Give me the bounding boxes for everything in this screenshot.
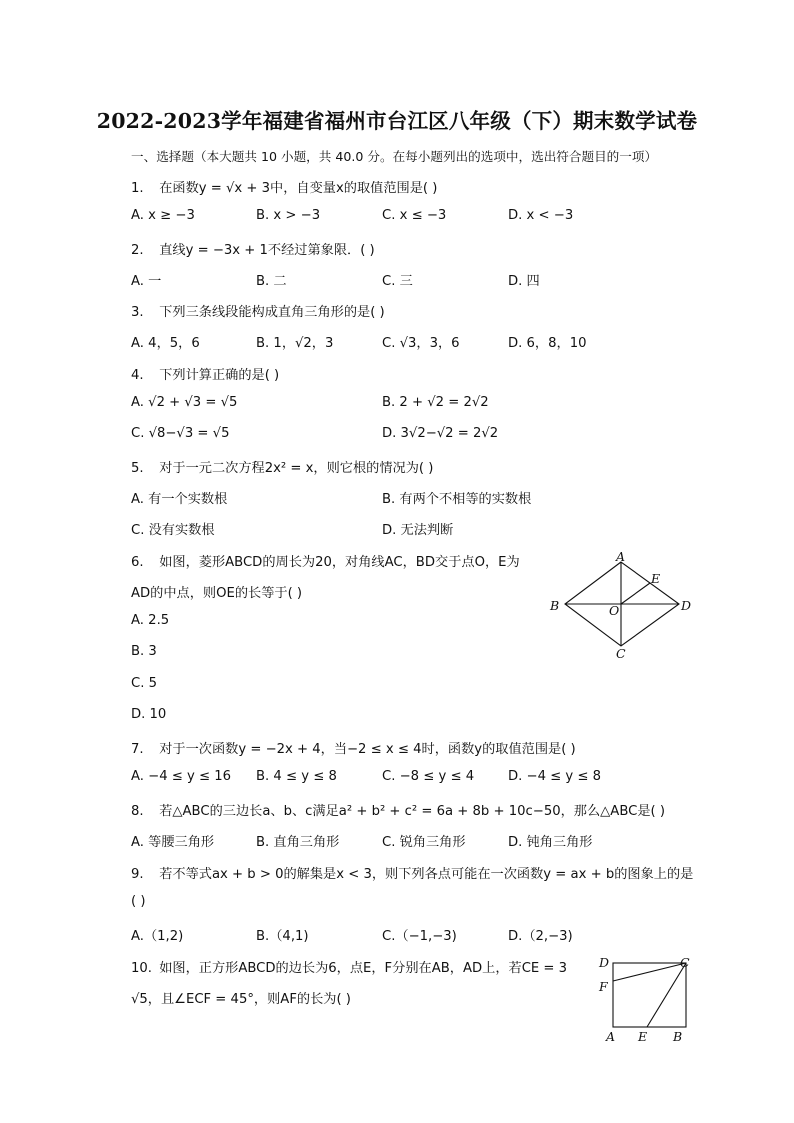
square-figure — [592, 950, 702, 1050]
label-a: A — [606, 1029, 616, 1044]
label-d: D — [599, 955, 610, 970]
label-d: D — [681, 598, 692, 613]
q8-option-a: A. 等腰三角形 — [131, 835, 215, 850]
question-8 — [131, 800, 711, 819]
q5-option-d: D. 无法判断 — [382, 523, 454, 538]
q2-option-d: D. 四 — [508, 274, 540, 289]
question-number: 2. — [131, 243, 144, 258]
exam-title: 2022-2023学年福建省福州市台江区八年级（下）期末数学试卷 — [96, 109, 698, 133]
segment-ce — [647, 963, 686, 1027]
label-c: C — [616, 646, 626, 661]
label-e: E — [638, 1029, 648, 1044]
label-e: E — [651, 571, 661, 586]
q9-option-b: B.（4,1) — [256, 929, 309, 944]
q2-option-a: A. 一 — [131, 274, 162, 289]
q7-option-a: A. −4 ≤ y ≤ 16 — [131, 769, 232, 784]
q2-option-b: B. 二 — [256, 274, 287, 289]
q4-option-b: B. 2 + √2 = 2√2 — [382, 395, 489, 410]
question-10-continued: √5，且∠ECF = 45°，则AF的长为( ) — [131, 992, 351, 1007]
question-2 — [131, 239, 711, 258]
question-number: 1. — [131, 181, 144, 196]
q3-option-d: D. 6，8，10 — [508, 336, 587, 351]
q5-option-c: C. 没有实数根 — [131, 523, 215, 538]
question-3 — [131, 301, 711, 320]
q4-option-d: D. 3√2−√2 = 2√2 — [382, 426, 499, 441]
question-5 — [131, 457, 711, 476]
label-c: C — [680, 955, 690, 970]
question-1 — [131, 177, 711, 196]
question-number: 5. — [131, 461, 144, 476]
q1-option-d: D. x < −3 — [508, 208, 574, 223]
question-9-continued: ( ) — [131, 894, 146, 909]
rhombus-figure — [545, 549, 705, 662]
label-o: O — [609, 603, 620, 618]
q4-option-a: A. √2 + √3 = √5 — [131, 395, 238, 410]
question-number: 9. — [131, 867, 144, 882]
question-number: 4. — [131, 368, 144, 383]
question-number: 10. — [131, 961, 152, 976]
question-number: 7. — [131, 742, 144, 757]
question-9 — [131, 863, 711, 882]
question-10 — [131, 957, 581, 976]
question-stem: 对于一元二次方程2x² = x，则它根的情况为( ) — [159, 461, 434, 476]
q3-option-c: C. √3，3，6 — [382, 336, 460, 351]
segment-cf — [613, 963, 686, 981]
q8-option-b: B. 直角三角形 — [256, 835, 340, 850]
q5-option-b: B. 有两个不相等的实数根 — [382, 492, 532, 507]
q1-option-c: C. x ≤ −3 — [382, 208, 447, 223]
q1-option-a: A. x ≥ −3 — [131, 208, 195, 223]
q7-option-d: D. −4 ≤ y ≤ 8 — [508, 769, 602, 784]
section-heading: 一、选择题（本大题共 10 小题，共 40.0 分。在每小题列出的选项中，选出符合题目的一项） — [131, 149, 658, 164]
question-stem: 下列三条线段能构成直角三角形的是( ) — [159, 305, 385, 320]
q2-option-c: C. 三 — [382, 274, 413, 289]
question-stem: 如图，菱形ABCD的周长为20，对角线AC，BD交于点O，E为 — [159, 555, 520, 570]
question-number: 3. — [131, 305, 144, 320]
q5-option-a: A. 有一个实数根 — [131, 492, 228, 507]
question-stem: 对于一次函数y = −2x + 4，当−2 ≤ x ≤ 4时，函数y的取值范围是( ) — [159, 742, 576, 757]
q4-option-c: C. √8−√3 = √5 — [131, 426, 230, 441]
question-stem: 如图，正方形ABCD的边长为6，点E，F分别在AB，AD上，若CE = 3 — [159, 961, 568, 976]
q6-option-b: B. 3 — [131, 644, 157, 659]
question-6-continued: AD的中点，则OE的长等于( ) — [131, 586, 303, 601]
q8-option-c: C. 锐角三角形 — [382, 835, 466, 850]
question-4 — [131, 364, 711, 383]
question-7 — [131, 738, 711, 757]
q6-option-d: D. 10 — [131, 707, 167, 722]
label-b: B — [673, 1029, 683, 1044]
question-stem: 在函数y = √x + 3中，自变量x的取值范围是( ) — [159, 181, 438, 196]
q8-option-d: D. 钝角三角形 — [508, 835, 593, 850]
question-stem: 直线y = −3x + 1不经过第象限．( ) — [159, 243, 375, 258]
q3-option-a: A. 4，5，6 — [131, 336, 200, 351]
label-a: A — [616, 549, 626, 564]
square-outline — [613, 963, 686, 1027]
q1-option-b: B. x > −3 — [256, 208, 321, 223]
segment-oe — [621, 583, 650, 604]
q3-option-b: B. 1，√2，3 — [256, 336, 334, 351]
q6-option-c: C. 5 — [131, 676, 157, 691]
question-number: 6. — [131, 555, 144, 570]
q9-option-c: C.（−1,−3) — [382, 929, 457, 944]
q7-option-b: B. 4 ≤ y ≤ 8 — [256, 769, 337, 784]
question-number: 8. — [131, 804, 144, 819]
question-stem: 若△ABC的三边长a、b、c满足a² + b² + c² = 6a + 8b + 10c−50，那么△ABC是( ) — [159, 804, 666, 819]
q9-option-a: A.（1,2) — [131, 929, 184, 944]
label-b: B — [550, 598, 560, 613]
question-stem: 下列计算正确的是( ) — [159, 368, 280, 383]
question-stem: 若不等式ax + b > 0的解集是x < 3，则下列各点可能在一次函数y = ax + b的图象上的是 — [159, 867, 694, 882]
q7-option-c: C. −8 ≤ y ≤ 4 — [382, 769, 475, 784]
q9-option-d: D.（2,−3) — [508, 929, 573, 944]
q6-option-a: A. 2.5 — [131, 613, 170, 628]
label-f: F — [599, 979, 608, 994]
